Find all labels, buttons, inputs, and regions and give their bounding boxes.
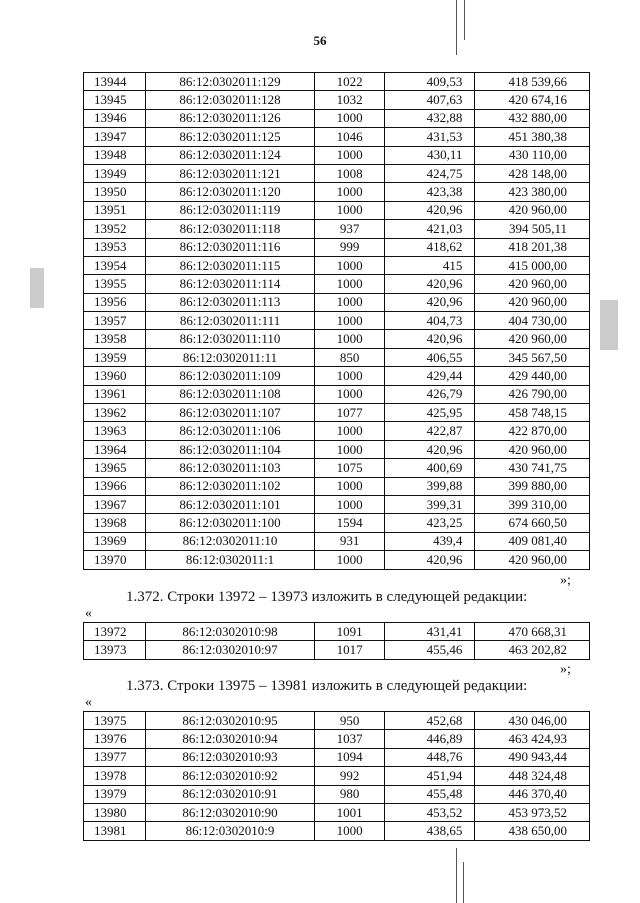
row-number-cell: 13962	[84, 404, 146, 422]
area-cell: 950	[315, 712, 385, 730]
row-number-cell: 13961	[84, 385, 146, 403]
amendment-instruction: 1.372. Строки 13972 – 13973 изложить в следующей редакции:	[126, 589, 528, 605]
row-number-cell: 13975	[84, 712, 146, 730]
cadastral-number-cell: 86:12:0302010:98	[145, 623, 314, 641]
price-cell: 415	[385, 256, 475, 274]
total-cell: 399 880,00	[475, 477, 590, 495]
scan-noise	[30, 268, 44, 308]
row-number-cell: 13967	[84, 495, 146, 513]
row-number-cell: 13978	[84, 767, 146, 785]
area-cell: 1091	[315, 623, 385, 641]
table-row	[84, 404, 590, 422]
area-cell: 1000	[315, 330, 385, 348]
price-cell: 423,25	[385, 514, 475, 532]
area-cell: 1000	[315, 275, 385, 293]
total-cell: 420 960,00	[475, 201, 590, 219]
total-cell: 490 943,44	[475, 748, 590, 766]
area-cell: 1000	[315, 183, 385, 201]
area-cell: 999	[315, 238, 385, 256]
table-row	[84, 822, 590, 840]
total-cell: 404 730,00	[475, 312, 590, 330]
cadastral-number-cell: 86:12:0302011:102	[145, 477, 314, 495]
row-number-cell: 13976	[84, 730, 146, 748]
total-cell: 453 973,52	[475, 803, 590, 821]
area-cell: 1000	[315, 495, 385, 513]
cadastral-number-cell: 86:12:0302010:92	[145, 767, 314, 785]
total-cell: 420 960,00	[475, 330, 590, 348]
table-row	[84, 367, 590, 385]
price-cell: 430,11	[385, 146, 475, 164]
opening-quote: «	[85, 606, 92, 621]
price-cell: 429,44	[385, 367, 475, 385]
cadastral-number-cell: 86:12:0302011:106	[145, 422, 314, 440]
price-cell: 399,31	[385, 495, 475, 513]
scan-noise	[600, 300, 618, 350]
closing-quote: »;	[560, 662, 571, 677]
table-row	[84, 256, 590, 274]
cadastral-table-main	[83, 72, 590, 570]
cadastral-number-cell: 86:12:0302011:1	[145, 551, 314, 569]
row-number-cell: 13977	[84, 748, 146, 766]
total-cell: 430 046,00	[475, 712, 590, 730]
area-cell: 1017	[315, 641, 385, 659]
cadastral-number-cell: 86:12:0302010:91	[145, 785, 314, 803]
area-cell: 1046	[315, 128, 385, 146]
total-cell: 429 440,00	[475, 367, 590, 385]
area-cell: 1037	[315, 730, 385, 748]
cadastral-number-cell: 86:12:0302011:129	[145, 73, 314, 91]
area-cell: 1000	[315, 201, 385, 219]
area-cell: 1022	[315, 73, 385, 91]
total-cell: 399 310,00	[475, 495, 590, 513]
total-cell: 426 790,00	[475, 385, 590, 403]
price-cell: 431,53	[385, 128, 475, 146]
price-cell: 426,79	[385, 385, 475, 403]
area-cell: 1000	[315, 822, 385, 840]
cadastral-number-cell: 86:12:0302011:121	[145, 164, 314, 182]
cadastral-number-cell: 86:12:0302011:118	[145, 220, 314, 238]
row-number-cell: 13959	[84, 348, 146, 366]
row-number-cell: 13957	[84, 312, 146, 330]
table-row	[84, 551, 590, 569]
row-number-cell: 13953	[84, 238, 146, 256]
area-cell: 980	[315, 785, 385, 803]
row-number-cell: 13970	[84, 551, 146, 569]
table-row	[84, 238, 590, 256]
table-row	[84, 348, 590, 366]
row-number-cell: 13973	[84, 641, 146, 659]
table-row	[84, 183, 590, 201]
row-number-cell: 13945	[84, 91, 146, 109]
cadastral-number-cell: 86:12:0302011:120	[145, 183, 314, 201]
row-number-cell: 13952	[84, 220, 146, 238]
total-cell: 423 380,00	[475, 183, 590, 201]
table-row	[84, 440, 590, 458]
cadastral-number-cell: 86:12:0302011:100	[145, 514, 314, 532]
row-number-cell: 13960	[84, 367, 146, 385]
cadastral-number-cell: 86:12:0302011:128	[145, 91, 314, 109]
price-cell: 425,95	[385, 404, 475, 422]
price-cell: 420,96	[385, 440, 475, 458]
price-cell: 400,69	[385, 459, 475, 477]
area-cell: 1001	[315, 803, 385, 821]
price-cell: 418,62	[385, 238, 475, 256]
cadastral-number-cell: 86:12:0302011:115	[145, 256, 314, 274]
table-row	[84, 730, 590, 748]
area-cell: 1077	[315, 404, 385, 422]
total-cell: 418 539,66	[475, 73, 590, 91]
opening-quote: «	[85, 695, 92, 710]
table-row	[84, 422, 590, 440]
row-number-cell: 13949	[84, 164, 146, 182]
cadastral-number-cell: 86:12:0302011:116	[145, 238, 314, 256]
area-cell: 1000	[315, 440, 385, 458]
total-cell: 394 505,11	[475, 220, 590, 238]
row-number-cell: 13981	[84, 822, 146, 840]
area-cell: 1000	[315, 385, 385, 403]
cadastral-number-cell: 86:12:0302011:124	[145, 146, 314, 164]
price-cell: 406,55	[385, 348, 475, 366]
table-row	[84, 146, 590, 164]
row-number-cell: 13951	[84, 201, 146, 219]
cadastral-number-cell: 86:12:0302010:95	[145, 712, 314, 730]
table-body	[84, 73, 590, 570]
price-cell: 451,94	[385, 767, 475, 785]
total-cell: 415 000,00	[475, 256, 590, 274]
scan-artifact-line	[463, 862, 464, 903]
total-cell: 432 880,00	[475, 109, 590, 127]
table-body	[84, 712, 590, 841]
area-cell: 1000	[315, 293, 385, 311]
total-cell: 420 674,16	[475, 91, 590, 109]
table-row	[84, 459, 590, 477]
cadastral-number-cell: 86:12:0302011:126	[145, 109, 314, 127]
cadastral-number-cell: 86:12:0302011:10	[145, 532, 314, 550]
cadastral-table-amendment-1	[83, 622, 590, 660]
row-number-cell: 13979	[84, 785, 146, 803]
row-number-cell: 13956	[84, 293, 146, 311]
table-row	[84, 91, 590, 109]
cadastral-number-cell: 86:12:0302011:113	[145, 293, 314, 311]
total-cell: 420 960,00	[475, 293, 590, 311]
table-row	[84, 785, 590, 803]
cadastral-number-cell: 86:12:0302011:11	[145, 348, 314, 366]
price-cell: 424,75	[385, 164, 475, 182]
table-row	[84, 109, 590, 127]
price-cell: 455,46	[385, 641, 475, 659]
scan-artifact-line	[456, 848, 457, 903]
row-number-cell: 13955	[84, 275, 146, 293]
total-cell: 420 960,00	[475, 275, 590, 293]
cadastral-number-cell: 86:12:0302010:93	[145, 748, 314, 766]
row-number-cell: 13948	[84, 146, 146, 164]
price-cell: 448,76	[385, 748, 475, 766]
cadastral-number-cell: 86:12:0302010:97	[145, 641, 314, 659]
cadastral-number-cell: 86:12:0302010:90	[145, 803, 314, 821]
table-row	[84, 477, 590, 495]
area-cell: 1000	[315, 367, 385, 385]
table-row	[84, 73, 590, 91]
cadastral-number-cell: 86:12:0302010:9	[145, 822, 314, 840]
price-cell: 455,48	[385, 785, 475, 803]
row-number-cell: 13965	[84, 459, 146, 477]
total-cell: 420 960,00	[475, 440, 590, 458]
price-cell: 407,63	[385, 91, 475, 109]
area-cell: 931	[315, 532, 385, 550]
total-cell: 418 201,38	[475, 238, 590, 256]
total-cell: 345 567,50	[475, 348, 590, 366]
total-cell: 428 148,00	[475, 164, 590, 182]
table-row	[84, 312, 590, 330]
price-cell: 421,03	[385, 220, 475, 238]
total-cell: 470 668,31	[475, 623, 590, 641]
price-cell: 420,96	[385, 275, 475, 293]
total-cell: 420 960,00	[475, 551, 590, 569]
table-row	[84, 748, 590, 766]
area-cell: 937	[315, 220, 385, 238]
closing-quote: »;	[560, 573, 571, 588]
price-cell: 420,96	[385, 551, 475, 569]
price-cell: 453,52	[385, 803, 475, 821]
scan-artifact-line	[464, 0, 465, 40]
cadastral-number-cell: 86:12:0302010:94	[145, 730, 314, 748]
table-row	[84, 293, 590, 311]
area-cell: 1000	[315, 146, 385, 164]
table-row	[84, 164, 590, 182]
price-cell: 438,65	[385, 822, 475, 840]
cadastral-table-amendment-2	[83, 711, 590, 841]
table-row	[84, 201, 590, 219]
total-cell: 446 370,40	[475, 785, 590, 803]
row-number-cell: 13963	[84, 422, 146, 440]
total-cell: 463 424,93	[475, 730, 590, 748]
row-number-cell: 13954	[84, 256, 146, 274]
total-cell: 463 202,82	[475, 641, 590, 659]
row-number-cell: 13980	[84, 803, 146, 821]
row-number-cell: 13969	[84, 532, 146, 550]
page-number: 56	[313, 33, 327, 48]
price-cell: 399,88	[385, 477, 475, 495]
row-number-cell: 13972	[84, 623, 146, 641]
scan-artifact-line	[456, 0, 457, 55]
area-cell: 1008	[315, 164, 385, 182]
price-cell: 432,88	[385, 109, 475, 127]
cadastral-number-cell: 86:12:0302011:125	[145, 128, 314, 146]
cadastral-number-cell: 86:12:0302011:119	[145, 201, 314, 219]
cadastral-number-cell: 86:12:0302011:103	[145, 459, 314, 477]
price-cell: 446,89	[385, 730, 475, 748]
area-cell: 1000	[315, 477, 385, 495]
total-cell: 422 870,00	[475, 422, 590, 440]
table-row	[84, 495, 590, 513]
table-row	[84, 514, 590, 532]
area-cell: 1000	[315, 312, 385, 330]
table-row	[84, 767, 590, 785]
area-cell: 1000	[315, 422, 385, 440]
table-row	[84, 128, 590, 146]
total-cell: 409 081,40	[475, 532, 590, 550]
cadastral-number-cell: 86:12:0302011:109	[145, 367, 314, 385]
table-row	[84, 532, 590, 550]
table-row	[84, 275, 590, 293]
row-number-cell: 13958	[84, 330, 146, 348]
cadastral-number-cell: 86:12:0302011:108	[145, 385, 314, 403]
table-row	[84, 641, 590, 659]
table-row	[84, 803, 590, 821]
price-cell: 422,87	[385, 422, 475, 440]
total-cell: 448 324,48	[475, 767, 590, 785]
price-cell: 409,53	[385, 73, 475, 91]
total-cell: 430 110,00	[475, 146, 590, 164]
table-row	[84, 712, 590, 730]
row-number-cell: 13968	[84, 514, 146, 532]
amendment-instruction: 1.373. Строки 13975 – 13981 изложить в следующей редакции:	[126, 678, 528, 694]
cadastral-number-cell: 86:12:0302011:111	[145, 312, 314, 330]
price-cell: 420,96	[385, 330, 475, 348]
total-cell: 674 660,50	[475, 514, 590, 532]
price-cell: 439,4	[385, 532, 475, 550]
price-cell: 452,68	[385, 712, 475, 730]
table-row	[84, 220, 590, 238]
area-cell: 1075	[315, 459, 385, 477]
row-number-cell: 13950	[84, 183, 146, 201]
price-cell: 404,73	[385, 312, 475, 330]
table-body	[84, 623, 590, 660]
price-cell: 423,38	[385, 183, 475, 201]
total-cell: 451 380,38	[475, 128, 590, 146]
area-cell: 992	[315, 767, 385, 785]
area-cell: 1032	[315, 91, 385, 109]
row-number-cell: 13946	[84, 109, 146, 127]
row-number-cell: 13947	[84, 128, 146, 146]
table-row	[84, 623, 590, 641]
price-cell: 420,96	[385, 293, 475, 311]
price-cell: 431,41	[385, 623, 475, 641]
row-number-cell: 13944	[84, 73, 146, 91]
area-cell: 1094	[315, 748, 385, 766]
price-cell: 420,96	[385, 201, 475, 219]
total-cell: 430 741,75	[475, 459, 590, 477]
table-row	[84, 385, 590, 403]
cadastral-number-cell: 86:12:0302011:110	[145, 330, 314, 348]
cadastral-number-cell: 86:12:0302011:104	[145, 440, 314, 458]
total-cell: 438 650,00	[475, 822, 590, 840]
row-number-cell: 13964	[84, 440, 146, 458]
total-cell: 458 748,15	[475, 404, 590, 422]
area-cell: 1594	[315, 514, 385, 532]
cadastral-number-cell: 86:12:0302011:101	[145, 495, 314, 513]
cadastral-number-cell: 86:12:0302011:107	[145, 404, 314, 422]
cadastral-number-cell: 86:12:0302011:114	[145, 275, 314, 293]
area-cell: 1000	[315, 551, 385, 569]
table-row	[84, 330, 590, 348]
area-cell: 850	[315, 348, 385, 366]
row-number-cell: 13966	[84, 477, 146, 495]
area-cell: 1000	[315, 256, 385, 274]
area-cell: 1000	[315, 109, 385, 127]
